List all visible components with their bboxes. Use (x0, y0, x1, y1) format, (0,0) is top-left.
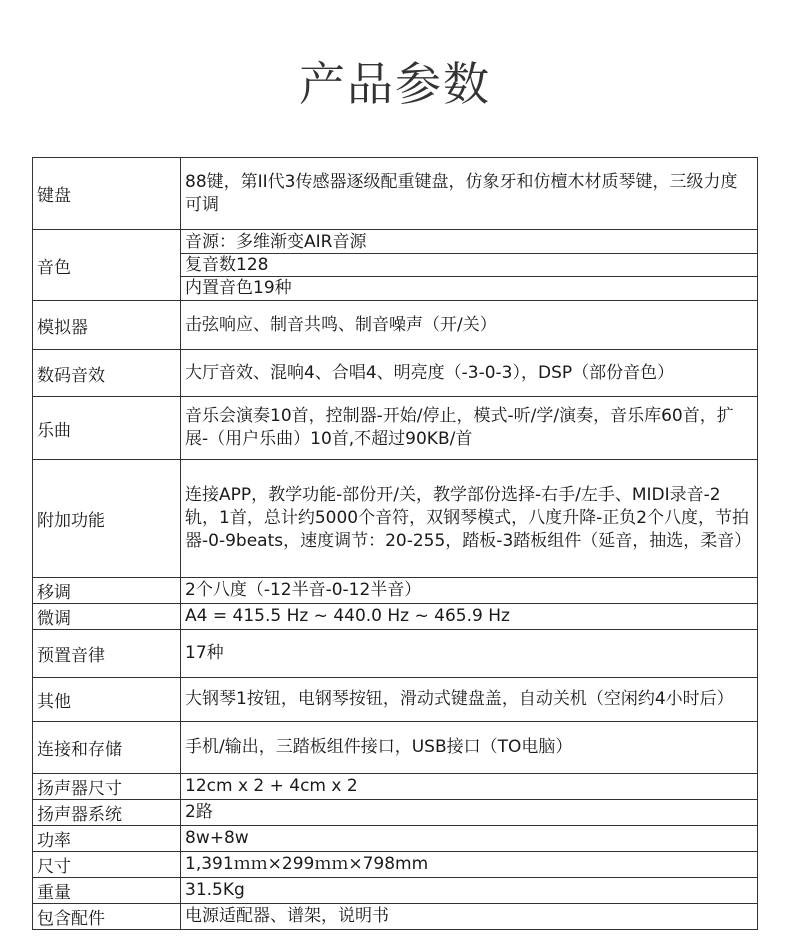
row-subvalue: 内置音色19种 (185, 278, 292, 298)
table-row (33, 878, 758, 904)
row-value-group (181, 230, 758, 301)
row-value: 17种 (181, 630, 758, 678)
row-value: 大厅音效、混响4、合唱4、明亮度（-3-0-3），DSP（部份音色） (181, 350, 758, 397)
row-value: 88键，第II代3传感器逐级配重键盘，仿象牙和仿檀木材质琴键，三级力度可调 (181, 158, 758, 230)
row-label: 扬声器系统 (33, 800, 181, 826)
row-label: 模拟器 (33, 301, 181, 350)
row-value: 31.5Kg (181, 878, 758, 904)
row-label: 预置音律 (33, 630, 181, 678)
row-label: 包含配件 (33, 904, 181, 930)
row-subvalue: 复音数128 (181, 254, 757, 277)
row-value: 8w+8w (181, 826, 758, 852)
row-value: 击弦响应、制音共鸣、制音噪声（开/关） (181, 301, 758, 350)
row-value: 2路 (181, 800, 758, 826)
table-row (33, 350, 758, 397)
table-row (33, 800, 758, 826)
page-title: 产品参数 (299, 57, 491, 111)
row-label: 重量 (33, 878, 181, 904)
row-label: 音色 (33, 230, 181, 301)
row-value: 12cm x 2 + 4cm x 2 (181, 774, 758, 800)
row-label: 尺寸 (33, 852, 181, 878)
table-row (33, 301, 758, 350)
row-label: 附加功能 (33, 460, 181, 578)
table-row (33, 678, 758, 722)
table-row (33, 826, 758, 852)
row-label: 扬声器尺寸 (33, 774, 181, 800)
row-label: 移调 (33, 578, 181, 604)
table-row (33, 230, 758, 301)
row-value: 连接APP，教学功能-部份开/关，教学部份选择-右手/左手、MIDI录音-2轨，1首，总计约5000个音符，双钢琴模式，八度升降-正负2个八度，节拍器-0-9beats，速度调节：20-255，踏板-3踏板组件（延音，抽选，柔音） (181, 460, 758, 578)
table-row (33, 722, 758, 774)
row-value: 2个八度（-12半音-0-12半音） (181, 578, 758, 604)
row-label: 微调 (33, 604, 181, 630)
row-label: 其他 (33, 678, 181, 722)
row-label: 功率 (33, 826, 181, 852)
row-subvalue: 音源：多维渐变AIR音源 (181, 231, 757, 254)
table-row (33, 460, 758, 578)
table-row (33, 774, 758, 800)
table-row (33, 578, 758, 604)
row-value: 音乐会演奏10首，控制器-开始/停止，模式-听/学/演奏，音乐库60首，扩展-（用户乐曲）10首,不超过90KB/首 (181, 397, 758, 460)
table-row (33, 397, 758, 460)
table-row (33, 630, 758, 678)
row-label: 乐曲 (33, 397, 181, 460)
table-row (33, 158, 758, 230)
table-row (33, 852, 758, 878)
row-label: 数码音效 (33, 350, 181, 397)
row-value: 1,391ｍｍ×299ｍｍ×798mm (181, 852, 758, 878)
row-value: 电源适配器、谱架，说明书 (181, 904, 758, 930)
row-value: A4 = 415.5 Hz ~ 440.0 Hz ~ 465.9 Hz (181, 604, 758, 630)
table-row (33, 904, 758, 930)
table-row (33, 604, 758, 630)
spec-table (32, 157, 758, 930)
row-value: 大钢琴1按钮，电钢琴按钮，滑动式键盘盖，自动关机（空闲约4小时后） (181, 678, 758, 722)
row-value: 手机/输出，三踏板组件接口，USB接口（TO电脑） (181, 722, 758, 774)
row-label: 连接和存储 (33, 722, 181, 774)
row-label: 键盘 (33, 158, 181, 230)
